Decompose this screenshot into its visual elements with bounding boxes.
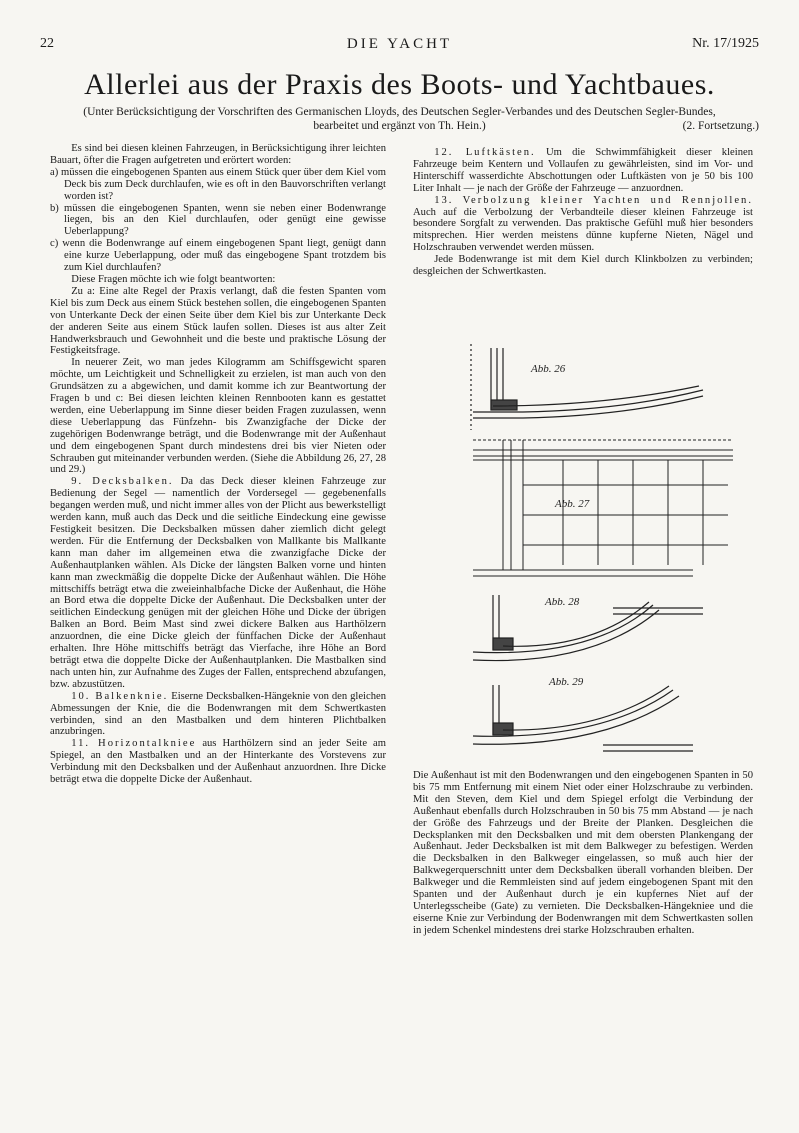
section-text: Da das Deck dieser kleinen Fahrzeuge zur Bedienung der Segel — namentlich der Vordersegel — gegebenenfalls begangen werden muß, und nicht immer alles von der Plicht aus bewerkstelligt werden kann, muß auch das Deck und die seitliche Eindeckung eine gewisse Festigkeit besitzen. Die Decksbalken müssen daher ziemlich dicht gelegt werden. Für die Entfernung der Decksbalken von Mallkante bis Mallkante kann man daher im allgemeinen etwa die zwanzigfache Dicke der Außenhautplanken wählen. Als Dicke der längsten Balken vorne und hinten kann man zweckmäßig die doppelte Dicke der Außenhaut wählen. Die Höhe mittschiffs beträgt etwa die zweieinhalbfache Dicke der Außenhaut, die Höhe an Bord etwa die doppelte Dicke der Außenhaut. Die Decksbalken unter der seitlichen Eindeckung genügen mit der gleichen Höhe und Dicke der übrigen Balken an Bord. Beim Mast sind zwei dickere Balken aus Harthölzern anzuordnen, die eine Dicke gleich der fünffachen Dicke der Außenhaut erhalten. Ihre Höhe mittschiffs beträgt das Vierfache, ihre Höhe an Bord beträgt etwa die doppelte Dicke der Außenhautplanken. Die Mastbalken sind nach unten hin, zur Aufnahme des Zuges der Fallen, entsprechend abzufangen, bzw. abzustützen. (50, 476, 386, 690)
section-heading: 11. Horizontalkniee (71, 738, 197, 750)
paragraph: In neuerer Zeit, wo man jedes Kilogramm am Schiffsgewicht sparen möchte, um Leichtigkeit und Schnelligkeit zu erzielen, ist man auch von den Grundsätzen zu a abgewichen, und damit komme ich zur Beantwortung der Fragen b und c: Bei diesen leichten kleinen Rennbooten kann es gestattet werden, eine Ueberlappung im Sinne dieser beiden Fragen zuzulassen, wenn diese Ueberlappung das Fünfzehn- bis Zwanzigfache der Dicke der zugehörigen Bodenwrange beträgt, und die Bodenwrange mit der Außenhaut und dem eingebogenen Spant durch mindestens drei bis vier Nieten oder Schrauben gut miteinander verbunden werden. (Siehe die Abbildung 26, 27, 28 und 29.) (50, 357, 386, 476)
journal-title: DIE YACHT (346, 36, 453, 52)
figure-26 (471, 344, 703, 430)
section-13 (413, 195, 753, 255)
section-heading: 12. Luftkästen. (434, 147, 536, 158)
paragraph: Es sind bei diesen kleinen Fahrzeugen, in Berücksichtigung ihrer leichten Bauart, öfter die Fragen aufgetreten und erörtert worden: (50, 143, 386, 166)
construction-figures (463, 340, 743, 760)
paragraph: Jede Bodenwrange ist mit dem Kiel durch Klinkbolzen zu verbinden; desgleichen der Schwertkasten. (413, 254, 753, 278)
subtitle-line-2: bearbeitet und ergänzt von Th. Hein.) (313, 119, 486, 132)
section-text: Um die Schwimmfähigkeit dieser kleinen Fahrzeuge beim Kentern und Vollaufen zu gewährleisten, sind im Vor- und Hinterschiff wasserdichte Abschottungen oder Luftkästen von je 50 bis 100 Liter Inhalt — je nach der Größe der Fahrzeuge — anzuordnen. (413, 147, 753, 194)
figure-28 (473, 595, 659, 661)
figure-29-label: Abb. 29 (549, 676, 584, 688)
section-9 (50, 476, 386, 690)
section-heading: 13. Verbolzung kleiner Yachten und Rennjollen. (434, 194, 753, 206)
section-text: aus Harthölzern sind an jeder Seite am Spiegel, an den Mastbalken und an der Hinterkante des Vorstevens zur Verbindung mit den Decksbalken und der Außenhaut anzuordnen. Ihre Dicke beträgt etwa die doppelte Dicke der Außenhaut. (50, 738, 387, 786)
article-subtitle (40, 106, 759, 133)
page-header (40, 36, 759, 56)
right-column-top (413, 147, 753, 278)
section-text: Eiserne Decksbalken-Hängeknie von den gleichen Abmessungen der Knie, die die Bodenwrangen mit dem Schwertkasten verbinden, sind an den Mastbalken und dem hinteren Plichtbalken anzubringen. (50, 690, 386, 738)
section-heading: 9. Decksbalken. (71, 476, 174, 488)
question-b: b) müssen die eingebogenen Spanten, wenn sie neben einer Bodenwrange liegen, bis an den Kiel durchlaufen, oder genügt eine gewisse Ueberlappung? (50, 202, 386, 238)
article-title: Allerlei aus der Praxis des Boots- und Yachtbaues. (84, 68, 715, 101)
figure-27 (473, 440, 733, 576)
paragraph: Zu a: Eine alte Regel der Praxis verlangt, daß die festen Spanten vom Kiel bis zum Deck aus einem Stück bestehen sollen, die eingebogenen Spanten von Unterkante Deck der einen Seite über dem Kiel bis zur Unterkante Deck der anderen Seite aus einem Stück laufen sollen. Dieses ist aus alter Zeit Handwerksbrauch und Gewohnheit und die beste und praktische Lösung der Festigkeitsfrage. (50, 285, 386, 357)
paragraph: Die Außenhaut ist mit den Bodenwrangen und den eingebogenen Spanten in 50 bis 75 mm Entfernung mit einem Niet oder einer Holzschraube zu verbinden. Mit den Steven, dem Kiel und dem Spiegel erfolgt die Verbindung der Außenhaut ebenfalls durch Holzschrauben in 50 bis 75 mm Abstand — je nach der Größe des Fahrzeugs und der Breite der Planken. Desgleichen die Decksplanken mit den Decksbalken und mit dem obersten Plankengang der Außenhaut. Jeder Decksbalken ist mit dem Balkweger zu befestigen. Werden die Decksbalken in den Balkweger eingelassen, so muß auch hier der Balkwegerquerschnitt unter dem Decksbalken überall vorhanden bleiben. Der Balkweger und die Remmleisten sind auf jedem eingebogenen Spant mit den Spanten und der Außenhaut durch je ein kupfernes Niet auf der Unterlegsscheibe (Gate) zu vernieten. Die Decksbalken-Hängekniee und die eiserne Knie zur Verbindung der Bodenwrangen mit dem Schwertkasten sollen in jedem Schenkel mindestens drei starke Holzschrauben erhalten. (413, 770, 753, 936)
page-number: 22 (40, 36, 54, 51)
question-a: a) müssen die eingebogenen Spanten aus einem Stück quer über dem Kiel vom Deck bis zum Deck durchlaufen, wie es oft in den Bauvorschriften verlangt worden ist? (50, 166, 386, 202)
section-text: Auch auf die Verbolzung der Verbandteile dieser kleinen Fahrzeuge ist besondere Sorgfalt zu verwenden. Das praktische Gefühl muß hier besonders mitsprechen. Hier werden meistens dünne kupferne Nieten, Nägel und Holzschrauben verwendet werden müssen. (413, 206, 753, 254)
section-12 (413, 147, 753, 195)
subtitle-line-1: (Unter Berücksichtigung der Vorschriften des Germanischen Lloyds, des Deutschen Segler-Verbandes und des Deutschen Segler-Bundes, (83, 106, 716, 118)
paragraph: Diese Fragen möchte ich wie folgt beantworten: (71, 273, 276, 285)
left-column (50, 143, 386, 786)
section-heading: 10. Balkenknie. (71, 690, 169, 702)
issue-number: Nr. 17/1925 (692, 36, 759, 51)
right-column-bottom (413, 770, 753, 937)
figure-28-label: Abb. 28 (545, 596, 580, 608)
continuation-note: (2. Fortsetzung.) (682, 119, 759, 132)
section-10 (50, 691, 386, 739)
figure-26-label: Abb. 26 (531, 363, 566, 375)
figure-29 (473, 608, 703, 751)
question-c: c) wenn die Bodenwrange auf einem eingebogenen Spant liegt, genügt dann eine kurze Ueberlappung, oder muß das eingebogene Spant trotzdem bis zum Kiel durchlaufen? (50, 238, 386, 274)
section-11 (50, 738, 386, 786)
figure-27-label: Abb. 27 (555, 498, 590, 510)
